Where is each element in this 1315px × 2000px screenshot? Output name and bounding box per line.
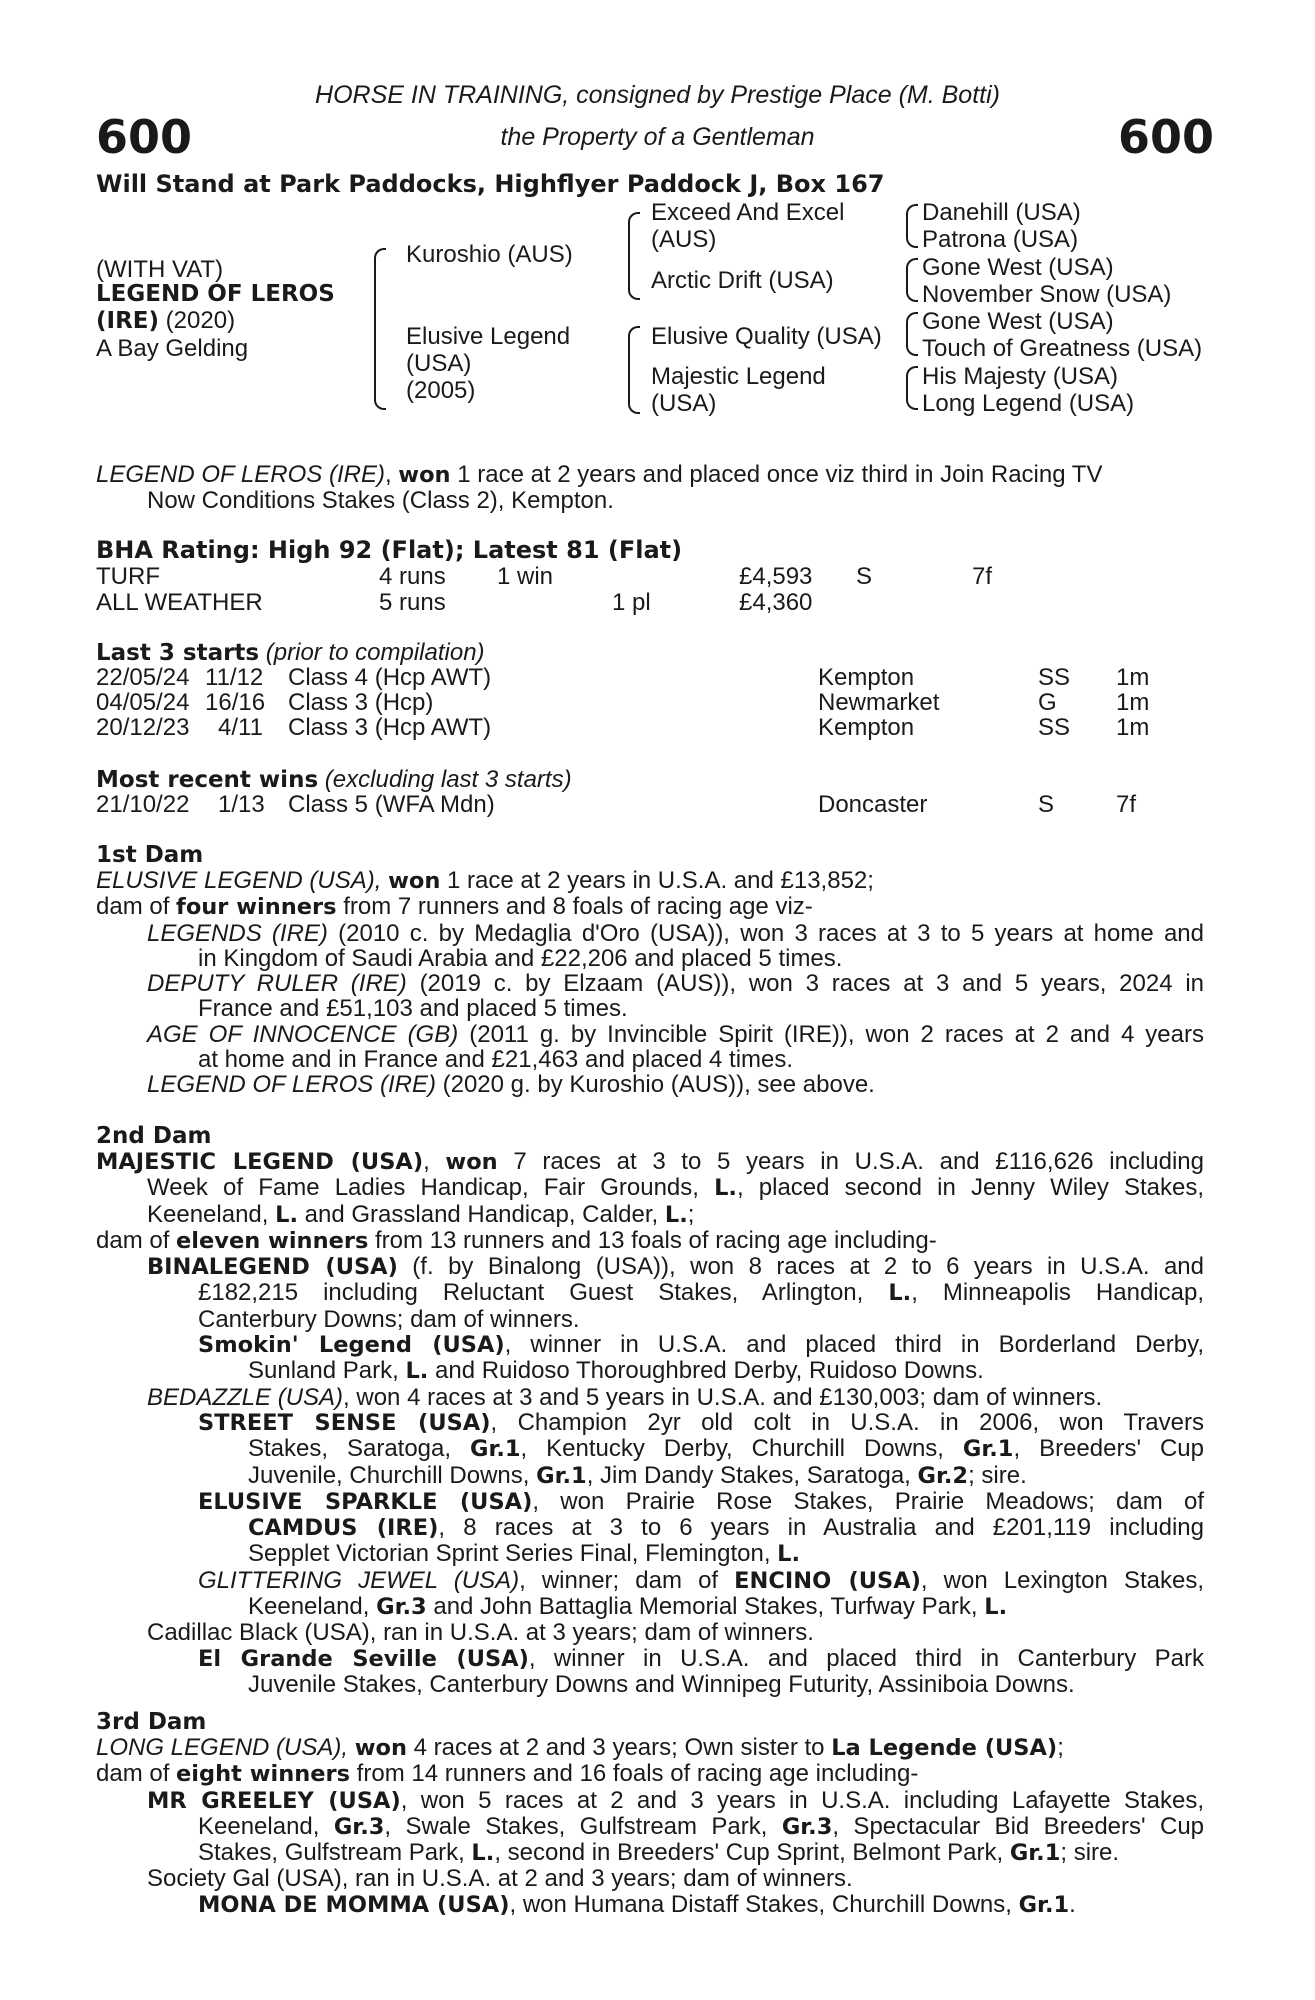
- horse-country: (IRE): [96, 308, 160, 334]
- rating-going-turf: S: [856, 563, 873, 590]
- dam3-progeny: Society Gal (USA), ran in U.S.A. at 2 and 3 years; dam of winners.: [147, 1865, 853, 1893]
- last3-going: SS: [1038, 714, 1071, 741]
- pedigree-dam-sire: Elusive Quality (USA): [651, 323, 882, 350]
- last3-course: Kempton: [818, 664, 915, 691]
- pedigree-dam-dam-2: (USA): [651, 390, 717, 417]
- dam1-progeny: AGE OF INNOCENCE (GB) (2011 g. by Invincible Spirit (IRE)), won 2 races at 2 and 4 years: [147, 1020, 1204, 1048]
- rating-runs-turf: 4 runs: [379, 563, 446, 590]
- rating-dist-turf: 7f: [972, 563, 993, 590]
- sire-dam-bracket: [374, 248, 386, 410]
- bracket-g3-4: [906, 366, 918, 410]
- last3-course: Kempton: [818, 714, 915, 741]
- dam1-progeny: LEGEND OF LEROS (IRE) (2020 g. by Kuroshio (AUS)), see above.: [147, 1071, 875, 1099]
- recent-course: Doncaster: [818, 791, 928, 818]
- consignment-line: HORSE IN TRAINING, consigned by Prestige Place (M. Botti): [315, 81, 1000, 109]
- last3-course: Newmarket: [818, 689, 940, 716]
- dam1-section: ELUSIVE LEGEND (USA), won 1 race at 2 years in U.S.A. and £13,852; dam of four winners from 7 runners and 8 foals of racing age viz- LEGENDS (IRE) (2010 c. by Medaglia d'Oro (USA)), won 3 races at 3 to 5 years at home and in Kingdom of Saudi Arabia and £22,206 and placed 5 times. DEPUTY RULER (IRE) (2019 c. by Elzaam (AUS)), won 3 races at 3 and 5 years, 2024 in France and £51,103 and placed 5 times. AGE OF INNOCENCE (GB) (2011 g. by Invincible Spirit (IRE)), won 2 races at 2 and 4 years at home and in France and £21,463 and placed 4 times. LEGEND OF LEROS (IRE) (2020 g. by Kuroshio (AUS)), see above.: [96, 867, 1204, 1099]
- sire-line-bracket: [628, 212, 640, 300]
- recent-date: 21/10/22: [96, 791, 190, 818]
- last3-dist: 1m: [1116, 714, 1150, 741]
- lot-number-left: 600: [96, 110, 193, 164]
- dam1-heading: 1st Dam: [96, 842, 204, 868]
- summary-line-1: LEGEND OF LEROS (IRE), won 1 race at 2 years and placed once viz third in Join Racing TV: [96, 461, 1103, 488]
- last3-heading: Last 3 starts (prior to compilation): [96, 639, 485, 666]
- race-summary: [96, 462, 1204, 514]
- lot-number-right: 600: [1118, 110, 1215, 164]
- pedigree-sire-dam: Arctic Drift (USA): [651, 267, 834, 294]
- pedigree-sire: Kuroshio (AUS): [406, 241, 573, 268]
- horse-origin: [96, 308, 235, 334]
- dam3-section: LONG LEGEND (USA), won 4 races at 2 and 3 years; Own sister to La Legende (USA); dam of eight winners from 14 runners and 16 foals of racing age including- MR GREELEY (USA), won 5 races at 2 and 3 years in U.S.A. including Lafayette Stakes, Keeneland, Gr.3, Swale Stakes, Gulfstream Park, Gr.3, Spectacular Bid Breeders' Cup Stakes, Gulfstream Park, L., second in Breeders' Cup Sprint, Belmont Park, Gr.1; sire. Society Gal (USA), ran in U.S.A. at 2 and 3 years; dam of winners. MONA DE MOMMA (USA), won Humana Distaff Stakes, Churchill Downs, Gr.1.: [96, 1734, 1205, 1918]
- recent-wins-heading: Most recent wins (excluding last 3 starts): [96, 766, 572, 793]
- stand-location: Will Stand at Park Paddocks, Highflyer Paddock J, Box 167: [96, 170, 885, 198]
- bha-rating: BHA Rating: High 92 (Flat); Latest 81 (Flat): [96, 536, 683, 564]
- horse-year: (2020): [159, 307, 236, 334]
- pedigree-dam-2: (USA): [406, 350, 472, 377]
- horse-name: LEGEND OF LEROS: [96, 281, 335, 307]
- dam2-section: MAJESTIC LEGEND (USA), won 7 races at 3 to 5 years in U.S.A. and £116,626 including Week of Fame Ladies Handicap, Fair Grounds, L., placed second in Jenny Wiley Stakes, Keeneland, L. and Grassland Handicap, Calder, L.; dam of eleven winners from 13 runners and 13 foals of racing age including- BINALEGEND (USA) (f. by Binalong (USA)), won 8 races at 2 to 6 years in U.S.A. and £182,215 including Reluctant Guest Stakes, Arlington, L., Minneapolis Handicap, Canterbury Downs; dam of winners. Smokin' Legend (USA), winner in U.S.A. and placed third in Borderland Derby, Sunland Park, L. and Ruidoso Thoroughbred Derby, Ruidoso Downs. BEDAZZLE (USA), won 4 races at 3 and 5 years in U.S.A. and £130,003; dam of winners. STREET SENSE (USA), Champion 2yr old colt in U.S.A. in 2006, won Travers Stakes, Saratoga, Gr.1, Kentucky Derby, Churchill Downs, Gr.1, Breeders' Cup Juvenile, Churchill Downs, Gr.1, Jim Dandy Stakes, Saratoga, Gr.2; sire. ELUSIVE SPARKLE (USA), won Prairie Rose Stakes, Prairie Meadows; dam of CAMDUS (IRE), 8 races at 3 to 6 years in Australia and £201,119 including Sepplet Victorian Sprint Series Final, Flemington, L. GLITTERING JEWEL (USA), winner; dam of ENCINO (USA), won Lexington Stakes, Keeneland, Gr.3 and John Battaglia Memorial Stakes, Turfway Park, L. Cadillac Black (USA), ran in U.S.A. at 3 years; dam of winners. El Grande Seville (USA), winner in U.S.A. and placed third in Canterbury Park Juvenile Stakes, Canterbury Downs and Winnipeg Futurity, Assiniboia Downs.: [96, 1148, 1204, 1698]
- ownership-line: the Property of a Gentleman: [500, 123, 815, 151]
- rating-surface-turf: TURF: [96, 563, 160, 590]
- last3-race: Class 4 (Hcp AWT): [288, 664, 492, 691]
- vat-label: (WITH VAT): [96, 256, 224, 283]
- pedigree-g3-4: November Snow (USA): [922, 281, 1172, 308]
- rating-wins-turf: 1 win: [497, 563, 554, 590]
- pedigree-g3-2: Patrona (USA): [922, 226, 1079, 253]
- bracket-g3-3: [906, 312, 918, 356]
- rating-prize-turf: £4,593: [739, 563, 813, 590]
- rating-prize-aw: £4,360: [739, 589, 813, 616]
- last3-going: G: [1038, 689, 1057, 716]
- dam2-progeny: BINALEGEND (USA) (f. by Binalong (USA)), won 8 races at 2 to 6 years in U.S.A. and: [147, 1253, 1204, 1281]
- bracket-g3-2: [906, 258, 918, 302]
- dam2-progeny: BEDAZZLE (USA), won 4 races at 3 and 5 years in U.S.A. and £130,003; dam of winners.: [147, 1383, 1103, 1411]
- dam2-heading: 2nd Dam: [96, 1123, 212, 1149]
- pedigree-sire-sire-2: (AUS): [651, 226, 717, 253]
- last3-pos: 4/11: [218, 714, 263, 741]
- bracket-g3-1: [906, 204, 918, 248]
- last3-date: 20/12/23: [96, 714, 190, 741]
- pedigree-g3-5: Gone West (USA): [922, 308, 1114, 335]
- last3-race: Class 3 (Hcp AWT): [288, 714, 492, 741]
- pedigree-g3-8: Long Legend (USA): [922, 390, 1135, 417]
- dam-line-bracket: [628, 326, 640, 414]
- last3-date: 22/05/24: [96, 664, 190, 691]
- pedigree-dam-1: Elusive Legend: [406, 323, 571, 350]
- last3-date: 04/05/24: [96, 689, 190, 716]
- recent-pos: 1/13: [218, 791, 265, 818]
- dam3-progeny: MR GREELEY (USA), won 5 races at 2 and 3 years in U.S.A. including Lafayette Stakes,: [147, 1786, 1204, 1814]
- dam2-progeny: Cadillac Black (USA), ran in U.S.A. at 3 years; dam of winners.: [147, 1619, 814, 1647]
- rating-surface-aw: ALL WEATHER: [96, 589, 263, 616]
- pedigree-g3-3: Gone West (USA): [922, 254, 1114, 281]
- horse-description: A Bay Gelding: [96, 335, 249, 362]
- summary-line-2: Now Conditions Stakes (Class 2), Kempton.: [147, 487, 614, 515]
- dam1-progeny: LEGENDS (IRE) (2010 c. by Medaglia d'Oro (USA)), won 3 races at 3 to 5 years at home and: [147, 919, 1204, 947]
- pedigree-sire-sire-1: Exceed And Excel: [651, 199, 845, 226]
- rating-placed-aw: 1 pl: [612, 589, 651, 616]
- last3-race: Class 3 (Hcp): [288, 689, 434, 716]
- dam1-progeny: DEPUTY RULER (IRE) (2019 c. by Elzaam (AUS)), won 3 races at 3 and 5 years, 2024 in: [147, 970, 1204, 998]
- pedigree-dam-dam-1: Majestic Legend: [651, 363, 826, 390]
- pedigree-g3-1: Danehill (USA): [922, 199, 1081, 226]
- last3-pos: 11/12: [205, 664, 264, 691]
- pedigree-dam-3: (2005): [406, 377, 476, 404]
- pedigree-g3-7: His Majesty (USA): [922, 363, 1119, 390]
- dam3-heading: 3rd Dam: [96, 1709, 207, 1735]
- last3-dist: 1m: [1116, 664, 1150, 691]
- recent-dist: 7f: [1116, 791, 1137, 818]
- pedigree-g3-6: Touch of Greatness (USA): [922, 335, 1203, 362]
- last3-going: SS: [1038, 664, 1071, 691]
- recent-going: S: [1038, 791, 1055, 818]
- rating-runs-aw: 5 runs: [379, 589, 446, 616]
- last3-dist: 1m: [1116, 689, 1150, 716]
- recent-race: Class 5 (WFA Mdn): [288, 791, 495, 818]
- last3-pos: 16/16: [205, 689, 266, 716]
